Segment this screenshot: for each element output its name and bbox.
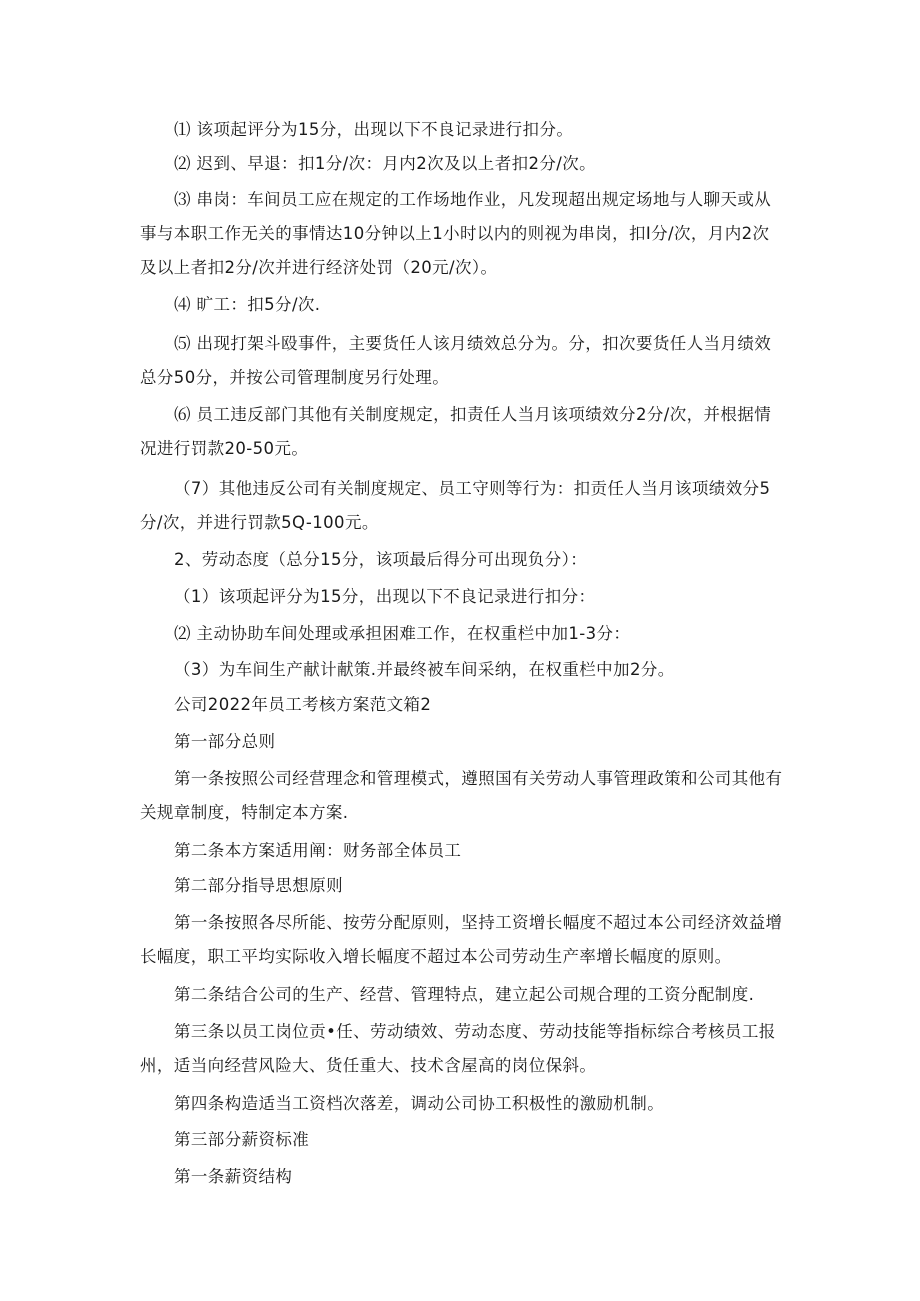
paragraph: ⑴ 该项起评分为15分，出现以下不良记录进行扣分。 [174,120,574,139]
paragraph: 第二条本方案适用阐：财务部全体员工 [174,841,462,860]
paragraph: 第二条结合公司的生产、经营、管理特点，建立起公司规合理的工资分配制度. [174,985,755,1004]
paragraph: ⑹ 员工违反部门其他有关制度规定，扣责任人当月该项绩效分2分/次，并根据情况进行罚款20-50元。 [140,405,772,458]
paragraph: ⑷ 旷工：扣5分/次. [174,295,321,314]
paragraph: （3）为车间生产献计献策.并最终被车间采纳，在权重栏中加2分。 [174,660,675,679]
section-heading: 公司2022年员工考核方案范文箱2 [174,695,432,714]
paragraph: 第三条以员工岗位贡•任、劳动绩效、劳动态度、劳动技能等指标综合考核员工报州，适当向经营风险大、货任重大、技术含屋高的岗位保斜。 [140,1022,776,1075]
paragraph: ⑸ 出现打架斗殴事件，主要货任人该月绩效总分为。分，扣次要货任人当月绩效总分50分，并按公司管理制度另行处理。 [140,334,772,387]
paragraph: 第一条按照公司经营理念和管理模式，遵照国有关劳动人事管理政策和公司其他有关规章制度，特制定本方案. [140,769,783,822]
section-heading: 第一部分总则 [174,732,276,751]
paragraph: 第一条按照各尽所能、按劳分配原则，坚持工资增长幅度不超过本公司经济效益增长幅度，职工平均实际收入增长幅度不超过本公司劳动生产率增长幅度的原则。 [140,913,783,966]
paragraph: 2、劳动态度（总分15分，该项最后得分可出现负分）： [174,550,588,569]
paragraph: （7）其他违反公司有关制度规定、员工守则等行为：扣贡任人当月该项绩效分5分/次，并进行罚款5Q-100元。 [140,479,771,532]
section-heading: 第三部分薪资标准 [174,1130,310,1149]
paragraph: ⑵ 迟到、早退：扣1分/次：月内2次及以上者扣2分/次。 [174,154,597,173]
paragraph: ⑵ 主动协助车间处理或承担困难工作，在权重栏中加1-3分： [174,624,631,643]
paragraph: （1）该项起评分为15分，出现以下不良记录进行扣分： [174,587,596,606]
section-heading: 第二部分指导思想原则 [174,876,343,895]
paragraph: 第四条构造适当工资档次落差，调动公司协工积极性的激励机制。 [174,1094,665,1113]
paragraph: ⑶ 串岗：车间员工应在规定的工作场地作业，凡发现超出规定场地与人聊天或从事与本职工作无关的事情达10分钟以上1小时以内的则视为串岗，扣I分/次，月内2次及以上者扣2分/次并进行经济处罚（20元/次）。 [140,190,772,277]
paragraph: 第一条薪资结构 [174,1167,293,1186]
